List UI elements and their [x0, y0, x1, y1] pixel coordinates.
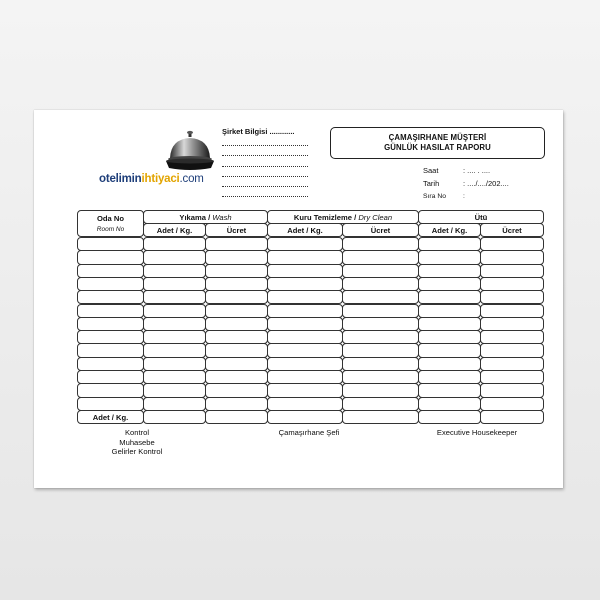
room-no-cell[interactable] [77, 304, 144, 318]
dry-clean-quantity-cell[interactable] [267, 330, 343, 344]
dry-clean-price-cell[interactable] [342, 250, 419, 264]
room-no-cell[interactable] [77, 397, 144, 411]
dry-clean-quantity-cell[interactable] [267, 370, 343, 384]
sequence-number-field[interactable] [423, 190, 509, 203]
dry-clean-group-header [267, 210, 419, 224]
dry-clean-price-cell[interactable] [342, 237, 419, 251]
room-no-cell[interactable] [77, 370, 144, 384]
ironing-quantity-cell[interactable] [418, 397, 481, 411]
dry-clean-price-cell[interactable] [342, 370, 419, 384]
total-ironing-price-cell[interactable] [480, 410, 544, 424]
wash-price-cell[interactable] [205, 250, 268, 264]
signature-control-line1: Kontrol [124, 428, 150, 437]
dry-clean-quantity-cell[interactable] [267, 264, 343, 278]
wash-price-cell[interactable] [205, 370, 268, 384]
ironing-price-cell[interactable] [480, 290, 544, 304]
dry-clean-quantity-cell[interactable] [267, 290, 343, 304]
ironing-quantity-cell[interactable] [418, 317, 481, 331]
ironing-price-cell[interactable] [480, 317, 544, 331]
service-bell-icon [161, 130, 219, 172]
wash-quantity-cell[interactable] [143, 290, 206, 304]
time-label: Saat [423, 166, 439, 175]
ironing-price-cell[interactable] [480, 250, 544, 264]
sequence-number-label: Sıra No [423, 193, 447, 200]
wash-quantity-cell[interactable] [143, 330, 206, 344]
ironing-group-header [418, 210, 544, 224]
room-no-cell[interactable] [77, 277, 144, 291]
dry-clean-quantity-cell[interactable] [267, 383, 343, 397]
signature-executive-housekeeper: Executive Housekeeper [436, 428, 518, 437]
room-no-cell[interactable] [77, 357, 144, 371]
brand-name-part2: ihtiyaci [141, 173, 180, 185]
company-info-line[interactable] [222, 175, 308, 177]
company-info-label: Şirket Bilgisi ............ [222, 127, 295, 136]
wash-header-en: Wash [212, 212, 232, 222]
room-no-cell[interactable] [77, 330, 144, 344]
company-info-line[interactable] [222, 185, 308, 187]
room-no-cell[interactable] [77, 290, 144, 304]
ironing-quantity-cell[interactable] [418, 304, 481, 318]
dry-clean-quantity-cell[interactable] [267, 357, 343, 371]
report-meta-fields [423, 164, 509, 203]
wash-price-cell[interactable] [205, 357, 268, 371]
company-info-line[interactable] [222, 144, 308, 146]
dry-clean-quantity-header: Adet / Kg. [267, 223, 343, 237]
sequence-number-value: : [463, 193, 465, 200]
dry-clean-price-cell[interactable] [342, 330, 419, 344]
wash-quantity-cell[interactable] [143, 357, 206, 371]
wash-price-cell[interactable] [205, 397, 268, 411]
wash-quantity-cell[interactable] [143, 250, 206, 264]
wash-quantity-cell[interactable] [143, 397, 206, 411]
ironing-quantity-cell[interactable] [418, 357, 481, 371]
wash-price-cell[interactable] [205, 343, 268, 357]
dry-clean-quantity-cell[interactable] [267, 397, 343, 411]
wash-price-cell[interactable] [205, 290, 268, 304]
dry-clean-header-en: Dry Clean [358, 212, 393, 222]
dry-clean-quantity-cell[interactable] [267, 250, 343, 264]
dry-clean-price-cell[interactable] [342, 317, 419, 331]
time-value: : .... . .... [463, 166, 491, 175]
wash-quantity-cell[interactable] [143, 304, 206, 318]
date-value: : ..../..../202.... [463, 179, 509, 188]
wash-quantity-cell[interactable] [143, 317, 206, 331]
total-dry-clean-quantity-cell[interactable] [267, 410, 343, 424]
ironing-quantity-cell[interactable] [418, 370, 481, 384]
report-title [330, 127, 545, 159]
company-info-line[interactable] [222, 195, 308, 197]
wash-quantity-cell[interactable] [143, 277, 206, 291]
total-wash-price-cell[interactable] [205, 410, 268, 424]
ironing-price-cell[interactable] [480, 370, 544, 384]
signature-control-line2: Muhasebe [119, 437, 155, 447]
ironing-quantity-cell[interactable] [418, 383, 481, 397]
date-field[interactable] [423, 177, 509, 190]
report-title-line2: GÜNLÜK HASILAT RAPORU [384, 143, 491, 152]
company-info-line[interactable] [222, 165, 308, 167]
dry-clean-quantity-cell[interactable] [267, 304, 343, 318]
dry-clean-price-cell[interactable] [342, 277, 419, 291]
ironing-quantity-header: Adet / Kg. [418, 223, 481, 237]
report-title-line1: ÇAMAŞIRHANE MÜŞTERİ [388, 133, 487, 142]
room-no-cell[interactable] [77, 237, 144, 251]
wash-price-cell[interactable] [205, 264, 268, 278]
company-info-block [222, 127, 312, 197]
dry-clean-quantity-cell[interactable] [267, 343, 343, 357]
ironing-price-cell[interactable] [480, 330, 544, 344]
signature-laundry-chief: Çamaşırhane Şefi [278, 428, 340, 437]
ironing-quantity-cell[interactable] [418, 277, 481, 291]
wash-price-cell[interactable] [205, 237, 268, 251]
report-form-sheet [34, 110, 563, 488]
total-quantity-label: Adet / Kg. [77, 410, 144, 424]
dry-clean-quantity-cell[interactable] [267, 237, 343, 251]
dry-clean-price-header: Ücret [342, 223, 419, 237]
ironing-price-cell[interactable] [480, 383, 544, 397]
room-no-header-tr: Oda No [96, 213, 124, 223]
brand-name-part3: .com [179, 173, 204, 185]
room-no-header-en: Room No [96, 225, 125, 233]
room-no-cell[interactable] [77, 317, 144, 331]
dry-clean-price-cell[interactable] [342, 357, 419, 371]
ironing-quantity-cell[interactable] [418, 343, 481, 357]
ironing-price-cell[interactable] [480, 357, 544, 371]
room-no-header [77, 210, 144, 237]
wash-group-header [143, 210, 268, 224]
wash-quantity-cell[interactable] [143, 237, 206, 251]
ironing-price-cell[interactable] [480, 397, 544, 411]
dry-clean-quantity-cell[interactable] [267, 277, 343, 291]
room-no-cell[interactable] [77, 250, 144, 264]
ironing-quantity-cell[interactable] [418, 250, 481, 264]
wash-quantity-cell[interactable] [143, 370, 206, 384]
dry-clean-price-cell[interactable] [342, 290, 419, 304]
ironing-quantity-cell[interactable] [418, 237, 481, 251]
wash-price-cell[interactable] [205, 330, 268, 344]
total-ironing-quantity-cell[interactable] [418, 410, 481, 424]
wash-price-cell[interactable] [205, 304, 268, 318]
total-wash-quantity-cell[interactable] [143, 410, 206, 424]
dry-clean-price-cell[interactable] [342, 383, 419, 397]
ironing-price-cell[interactable] [480, 264, 544, 278]
room-no-cell[interactable] [77, 264, 144, 278]
wash-quantity-cell[interactable] [143, 343, 206, 357]
dry-clean-price-cell[interactable] [342, 343, 419, 357]
ironing-header-tr: Ütü [474, 212, 488, 222]
ironing-price-cell[interactable] [480, 343, 544, 357]
ironing-price-cell[interactable] [480, 237, 544, 251]
ironing-quantity-cell[interactable] [418, 330, 481, 344]
wash-price-cell[interactable] [205, 317, 268, 331]
date-label: Tarih [423, 179, 440, 188]
ironing-quantity-cell[interactable] [418, 290, 481, 304]
total-dry-clean-price-cell[interactable] [342, 410, 419, 424]
wash-header-tr: Yıkama / [179, 212, 211, 222]
signature-control-line3: Gelirler Kontrol [111, 447, 163, 457]
room-no-cell[interactable] [77, 383, 144, 397]
company-info-line[interactable] [222, 154, 308, 156]
dry-clean-price-cell[interactable] [342, 397, 419, 411]
wash-quantity-cell[interactable] [143, 264, 206, 278]
dry-clean-price-cell[interactable] [342, 264, 419, 278]
wash-quantity-header: Adet / Kg. [143, 223, 206, 237]
room-no-cell[interactable] [77, 343, 144, 357]
dry-clean-price-cell[interactable] [342, 304, 419, 318]
time-field[interactable] [423, 164, 509, 177]
dry-clean-quantity-cell[interactable] [267, 317, 343, 331]
ironing-price-cell[interactable] [480, 277, 544, 291]
ironing-price-header: Ücret [480, 223, 544, 237]
ironing-quantity-cell[interactable] [418, 264, 481, 278]
wash-price-cell[interactable] [205, 383, 268, 397]
wash-price-header: Ücret [205, 223, 268, 237]
wash-quantity-cell[interactable] [143, 383, 206, 397]
brand-name-part1: otelimin [99, 173, 142, 185]
ironing-price-cell[interactable] [480, 304, 544, 318]
wash-price-cell[interactable] [205, 277, 268, 291]
dry-clean-header-tr: Kuru Temizleme / [293, 212, 357, 222]
signature-control-accounting [82, 428, 192, 457]
